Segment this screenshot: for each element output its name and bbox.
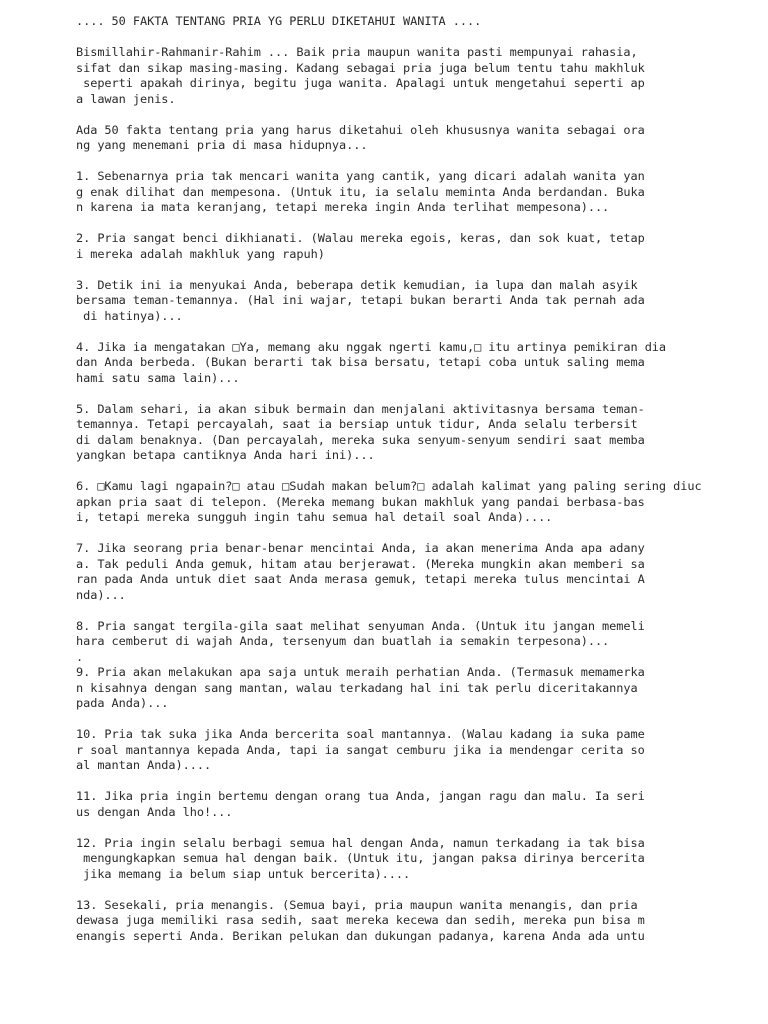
paragraph-gap bbox=[76, 324, 766, 340]
text-line: 2. Pria sangat benci dikhianati. (Walau mereka egois, keras, dan sok kuat, tetap bbox=[76, 231, 645, 245]
text-line: jika memang ia belum siap untuk bercerita).... bbox=[76, 866, 411, 881]
fact-paragraph bbox=[76, 665, 766, 712]
paragraph-gap bbox=[76, 216, 766, 232]
fact-paragraph bbox=[76, 479, 766, 526]
fact-paragraph bbox=[76, 898, 766, 945]
text-line: al mantan Anda).... bbox=[76, 758, 212, 772]
fact-paragraph bbox=[76, 231, 766, 262]
text-line: seperti apakah dirinya, begitu juga wanita. Apalagi untuk mengetahui seperti ap bbox=[76, 76, 645, 90]
text-line: us dengan Anda lho!... bbox=[76, 804, 233, 819]
text-line: a. Tak peduli Anda gemuk, hitam atau berjerawat. (Mereka mungkin akan memberi sa bbox=[76, 556, 645, 571]
text-line: Bismillahir-Rahmanir-Rahim ... Baik pria maupun wanita pasti mempunyai rahasia, bbox=[76, 45, 638, 59]
fact-paragraph bbox=[76, 169, 766, 216]
fact-paragraph bbox=[76, 278, 766, 325]
text-line: 13. Sesekali, pria menangis. (Semua bayi, pria maupun wanita menangis, dan pria bbox=[76, 897, 638, 912]
text-line: n kisahnya dengan sang mantan, walau terkadang hal ini tak perlu diceritakannya bbox=[76, 680, 638, 695]
text-line: 8. Pria sangat tergila-gila saat melihat senyuman Anda. (Untuk itu jangan memeli bbox=[76, 618, 645, 633]
paragraph-gap bbox=[76, 386, 766, 402]
text-line: . bbox=[76, 649, 84, 664]
fact-paragraph bbox=[76, 340, 766, 387]
paragraph-gap bbox=[76, 107, 766, 123]
text-line: apkan pria saat di telepon. (Mereka memang bukan makhluk yang pandai berbasa-bas bbox=[76, 494, 645, 509]
paragraph-gap bbox=[76, 882, 766, 898]
text-line: sifat dan sikap masing-masing. Kadang sebagai pria juga belum tentu tahu makhluk bbox=[76, 60, 645, 75]
text-line: hara cemberut di wajah Anda, tersenyum dan buatlah ia semakin terpesona)... bbox=[76, 634, 610, 648]
paragraph-gap bbox=[76, 774, 766, 790]
text-line: di dalam benaknya. (Dan percayalah, mereka suka senyum-senyum sendiri saat memba bbox=[76, 432, 645, 447]
fact-paragraph bbox=[76, 541, 766, 603]
text-line: ran pada Anda untuk diet saat Anda merasa gemuk, tetapi mereka tulus mencintai A bbox=[76, 572, 645, 586]
paragraph-gap bbox=[76, 154, 766, 170]
facts-list bbox=[76, 169, 766, 944]
text-line: a lawan jenis. bbox=[76, 91, 176, 106]
text-line: mengungkapkan semua hal dengan baik. (Untuk itu, jangan paksa dirinya bercerita bbox=[76, 851, 645, 865]
text-line: Ada 50 fakta tentang pria yang harus diketahui oleh khususnya wanita sebagai ora bbox=[76, 122, 645, 137]
text-line: 4. Jika ia mengatakan □Ya, memang aku nggak ngerti kamu,□ itu artinya pemikiran dia bbox=[76, 339, 667, 354]
paragraph-gap bbox=[76, 712, 766, 728]
text-line: di hatinya)... bbox=[76, 308, 183, 323]
fact-paragraph bbox=[76, 727, 766, 774]
text-line: i mereka adalah makhluk yang rapuh) bbox=[76, 246, 325, 261]
fact-paragraph bbox=[76, 836, 766, 883]
paragraph-gap bbox=[76, 464, 766, 480]
paragraph-gap bbox=[76, 262, 766, 278]
intro-paragraph bbox=[76, 45, 766, 107]
fact-paragraph bbox=[76, 619, 766, 666]
fact-paragraph bbox=[76, 789, 766, 820]
lead-paragraph bbox=[76, 123, 766, 154]
paragraph-gap bbox=[76, 820, 766, 836]
paragraph-gap bbox=[76, 526, 766, 542]
text-line: r soal mantannya kepada Anda, tapi ia sangat cemburu jika ia mendengar cerita so bbox=[76, 742, 645, 757]
document-title: .... 50 FAKTA TENTANG PRIA YG PERLU DIKETAHUI WANITA .... bbox=[76, 14, 482, 28]
paragraph-gap bbox=[76, 603, 766, 619]
text-line: 7. Jika seorang pria benar-benar mencintai Anda, ia akan menerima Anda apa adany bbox=[76, 541, 645, 555]
text-line: 3. Detik ini ia menyukai Anda, beberapa detik kemudian, ia lupa dan malah asyik bbox=[76, 277, 638, 292]
fact-paragraph bbox=[76, 402, 766, 464]
text-line: dewasa juga memiliki rasa sedih, saat mereka kecewa dan sedih, mereka pun bisa m bbox=[76, 913, 645, 927]
document-page bbox=[76, 14, 766, 944]
text-line: 10. Pria tak suka jika Anda bercerita soal mantannya. (Walau kadang ia suka pame bbox=[76, 727, 645, 741]
text-line: n karena ia mata keranjang, tetapi mereka ingin Anda terlihat mempesona)... bbox=[76, 200, 610, 214]
text-line: hami satu sama lain)... bbox=[76, 370, 240, 385]
text-line: pada Anda)... bbox=[76, 696, 169, 710]
text-line: nda)... bbox=[76, 587, 126, 602]
text-line: temannya. Tetapi percayalah, saat ia bersiap untuk tidur, Anda selalu terbersit bbox=[76, 417, 638, 431]
text-line: enangis seperti Anda. Berikan pelukan dan dukungan padanya, karena Anda ada untu bbox=[76, 928, 645, 943]
text-line: 12. Pria ingin selalu berbagi semua hal dengan Anda, namun terkadang ia tak bisa bbox=[76, 835, 645, 850]
text-line: yangkan betapa cantiknya Anda hari ini)... bbox=[76, 448, 375, 462]
text-line: 5. Dalam sehari, ia akan sibuk bermain dan menjalani aktivitasnya bersama teman- bbox=[76, 401, 645, 416]
text-line: 9. Pria akan melakukan apa saja untuk meraih perhatian Anda. (Termasuk memamerka bbox=[76, 665, 645, 679]
text-line: bersama teman-temannya. (Hal ini wajar, tetapi bukan berarti Anda tak pernah ada bbox=[76, 293, 645, 307]
text-line: i, tetapi mereka sungguh ingin tahu semua hal detail soal Anda).... bbox=[76, 510, 553, 524]
text-line: 11. Jika pria ingin bertemu dengan orang tua Anda, jangan ragu dan malu. Ia seri bbox=[76, 789, 645, 803]
text-line: 1. Sebenarnya pria tak mencari wanita yang cantik, yang dicari adalah wanita yan bbox=[76, 169, 645, 183]
text-line: 6. □Kamu lagi ngapain?□ atau □Sudah makan belum?□ adalah kalimat yang paling sering diuc bbox=[76, 479, 702, 493]
paragraph-gap bbox=[76, 30, 766, 46]
text-line: dan Anda berbeda. (Bukan berarti tak bisa bersatu, tetapi coba untuk saling mema bbox=[76, 355, 645, 369]
text-line: g enak dilihat dan mempesona. (Untuk itu, ia selalu meminta Anda berdandan. Buka bbox=[76, 184, 645, 199]
text-line: ng yang menemani pria di masa hidupnya... bbox=[76, 138, 368, 152]
